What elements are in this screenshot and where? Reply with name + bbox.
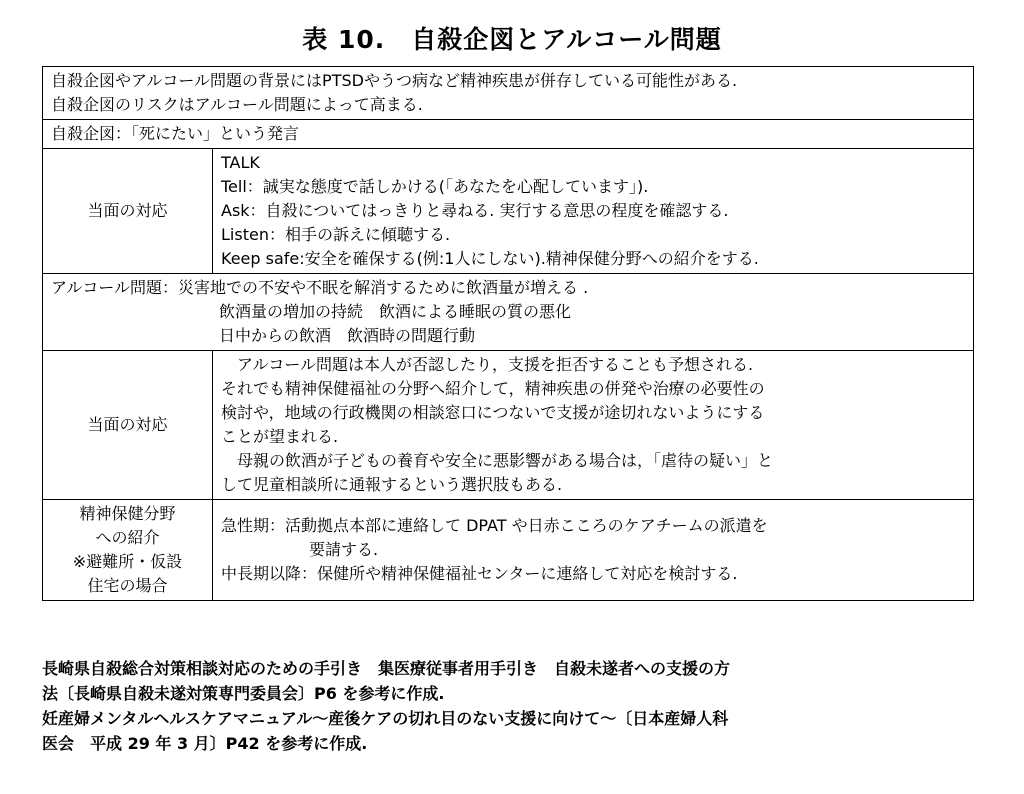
alcohol-response-row (43, 351, 974, 500)
talk-row (43, 149, 974, 274)
referral-cell (213, 500, 974, 601)
alcohol-cell (43, 274, 974, 351)
alcohol-response-line: 母親の飲酒が子どもの養育や安全に悪影響がある場合は，「虐待の疑い」と (237, 451, 774, 470)
referral-row (43, 500, 974, 601)
suicide-heading-row (43, 120, 974, 149)
footnote-line: 長崎県自殺総合対策相談対応のための手引き 集医療従事者用手引き 自殺未遂者への支援の方 (42, 659, 731, 678)
referral-line: 急性期：活動拠点本部に連絡して DPAT や日赤こころのケアチームの派遣を (221, 516, 768, 535)
alcohol-response-line: ことが望まれる. (221, 427, 339, 446)
referral-label-line: ※避難所・仮設 (72, 552, 183, 571)
response-label: 当面の対応 (43, 149, 213, 274)
alcohol-response-line: アルコール問題は本人が否認したり，支援を拒否することも予想される. (237, 355, 754, 374)
referral-label-line: 住宅の場合 (87, 576, 168, 595)
referral-line: 要請する. (309, 540, 379, 559)
alcohol-response-line: それでも精神保健福祉の分野へ紹介して，精神疾患の併発や治療の必要性の (221, 379, 765, 398)
talk-cell (213, 149, 974, 274)
intro-row (43, 67, 974, 120)
response-label: 当面の対応 (43, 351, 213, 500)
footnotes (42, 656, 977, 756)
intro-line: 自殺企図のリスクはアルコール問題によって高まる. (51, 95, 423, 114)
alcohol-line: 飲酒量の増加の持続 飲酒による睡眠の質の悪化 (219, 302, 572, 321)
table-title: 表 10. 自殺企図とアルコール問題 (302, 25, 722, 54)
talk-line: Ask：自殺についてはっきりと尋ねる. 実行する意思の程度を確認する. (221, 201, 729, 220)
talk-line: Tell：誠実な態度で話しかける(「あなたを心配しています」). (221, 177, 649, 196)
referral-label-line: への紹介 (95, 528, 160, 547)
referral-label (43, 500, 213, 601)
suicide-alcohol-table (42, 66, 974, 601)
footnote-line: 医会 平成 29 年 3 月〕P42 を参考に作成. (42, 734, 368, 753)
alcohol-line: 日中からの飲酒 飲酒時の問題行動 (219, 326, 476, 345)
footnote-line: 妊産婦メンタルヘルスケアマニュアル～産後ケアの切れ目のない支援に向けて～〔日本産婦人科 (42, 709, 729, 728)
talk-line: TALK (221, 153, 260, 172)
alcohol-response-cell (213, 351, 974, 500)
alcohol-response-line: 検討や，地域の行政機関の相談窓口につないで支援が途切れないようにする (221, 403, 765, 422)
alcohol-response-line: して児童相談所に通報するという選択肢もある. (221, 475, 563, 494)
talk-line: Listen：相手の訴えに傾聴する. (221, 225, 451, 244)
alcohol-row (43, 274, 974, 351)
talk-line: Keep safe:安全を確保する(例:1人にしない).精神保健分野への紹介をする. (221, 249, 759, 268)
intro-line: 自殺企図やアルコール問題の背景にはPTSDやうつ病など精神疾患が併存している可能性がある. (51, 71, 738, 90)
intro-cell (43, 67, 974, 120)
alcohol-line: アルコール問題：災害地での不安や不眠を解消するために飲酒量が増える . (51, 278, 589, 297)
footnote-line: 法〔長崎県自殺未遂対策専門委員会〕P6 を参考に作成. (42, 684, 445, 703)
referral-label-line: 精神保健分野 (79, 504, 176, 523)
suicide-heading: 自殺企図：「死にたい」という発言 (43, 120, 974, 149)
referral-line: 中長期以降：保健所や精神保健福祉センターに連絡して対応を検討する. (221, 564, 738, 583)
